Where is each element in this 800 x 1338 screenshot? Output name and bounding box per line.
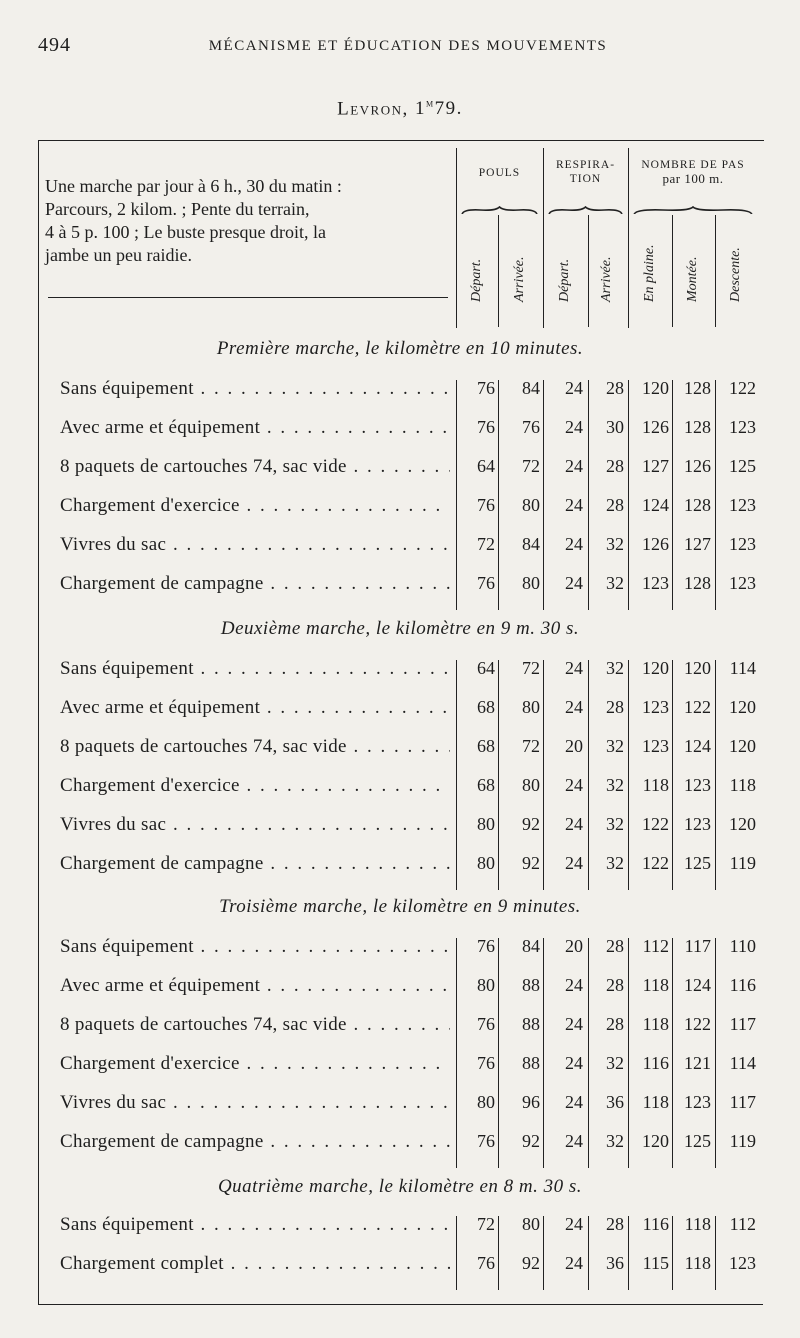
table-cell: 122 [642,814,669,834]
table-cell: 80 [522,495,540,515]
table-row [0,1092,800,1130]
table-cell: 20 [565,936,583,956]
table-cell: 115 [642,1253,669,1273]
table-row [0,936,800,974]
table-cell: 28 [606,378,624,398]
table-row [0,495,800,533]
row-label: Avec arme et équipement . . . [60,975,450,997]
table-cell: 76 [522,417,540,437]
table-row [0,534,800,572]
table-cell: 120 [684,658,711,678]
table-cell: 24 [565,1214,583,1234]
table-row [0,1214,800,1252]
table-cell: 127 [684,534,711,554]
table-cell: 68 [477,697,495,717]
table-cell: 80 [477,853,495,873]
row-label: Chargement complet . . . [60,1253,450,1275]
table-cell: 123 [729,495,756,515]
table-row [0,573,800,611]
table-cell: 128 [684,495,711,515]
column-header: Arrivée. [512,256,527,302]
column-header: Départ. [557,258,572,302]
row-label: Chargement de campagne . . . [60,853,450,875]
table-row [0,853,800,891]
table-cell: 32 [606,736,624,756]
table-cell: 92 [522,1131,540,1151]
table-cell: 88 [522,1014,540,1034]
table-row [0,975,800,1013]
table-cell: 32 [606,573,624,593]
table-cell: 122 [642,853,669,873]
table-cell: 24 [565,814,583,834]
table-cell: 122 [729,378,756,398]
intro-line: Une marche par jour à 6 h., 30 du matin : [45,176,342,196]
table-row [0,1253,800,1291]
table-bottom-rule [38,1304,763,1305]
table-cell: 114 [729,1053,756,1073]
table-cell: 80 [477,975,495,995]
table-row [0,775,800,813]
column-group-header: NOMBRE DE PAS par 100 m. [641,159,745,186]
table-cell: 84 [522,378,540,398]
brace-icon [548,206,623,214]
table-cell: 76 [477,417,495,437]
intro-line: 4 à 5 p. 100 ; Le buste presque droit, la [45,222,326,242]
column-rule [498,215,499,327]
table-cell: 120 [642,378,669,398]
table-cell: 120 [729,814,756,834]
subject-height: 1$^m$79. [415,96,463,120]
table-cell: 28 [606,936,624,956]
table-cell: 24 [565,975,583,995]
table-cell: 125 [684,1131,711,1151]
table-cell: 128 [684,378,711,398]
column-header: En plaine. [642,244,657,302]
table-cell: 120 [642,658,669,678]
table-cell: 28 [606,975,624,995]
table-cell: 28 [606,697,624,717]
table-cell: 123 [684,1092,711,1112]
table-cell: 112 [729,1214,756,1234]
table-cell: 32 [606,775,624,795]
table-cell: 76 [477,936,495,956]
table-cell: 32 [606,658,624,678]
brace-icon [633,206,753,214]
table-cell: 24 [565,775,583,795]
table-cell: 76 [477,1014,495,1034]
book-title: MÉCANISME ET ÉDUCATION DES MOUVEMENTS [208,38,608,54]
table-cell: 24 [565,1053,583,1073]
table-cell: 120 [642,1131,669,1151]
table-cell: 117 [729,1092,756,1112]
table-cell: 118 [684,1214,711,1234]
row-label: 8 paquets de cartouches 74, sac vide . . . [60,736,450,758]
table-cell: 28 [606,1214,624,1234]
table-cell: 76 [477,573,495,593]
table-row [0,658,800,696]
table-cell: 24 [565,697,583,717]
table-cell: 32 [606,534,624,554]
table-cell: 84 [522,936,540,956]
table-cell: 24 [565,658,583,678]
intro-rule [48,297,448,298]
table-cell: 88 [522,1053,540,1073]
table-cell: 68 [477,736,495,756]
row-label: Sans équipement . . . [60,658,450,680]
section-title: Première marche, le kilomètre en 10 minutes. [216,338,584,359]
table-cell: 124 [684,736,711,756]
table-cell: 121 [684,1053,711,1073]
table-cell: 32 [606,853,624,873]
section-title: Troisième marche, le kilomètre en 9 minutes. [219,896,581,917]
table-row [0,1131,800,1169]
table-cell: 32 [606,1131,624,1151]
table-cell: 68 [477,775,495,795]
table-cell: 28 [606,1014,624,1034]
table-cell: 119 [729,853,756,873]
table-cell: 24 [565,378,583,398]
table-cell: 122 [684,1014,711,1034]
column-header: Départ. [469,258,484,302]
row-label: Vivres du sac . . . [60,534,450,556]
table-row [0,697,800,735]
row-label: Sans équipement . . . [60,378,450,400]
column-rule [672,215,673,327]
table-row [0,814,800,852]
table-cell: 124 [642,495,669,515]
table-cell: 92 [522,1253,540,1273]
table-cell: 24 [565,1131,583,1151]
table-cell: 80 [522,697,540,717]
brace-icon [461,206,538,214]
table-cell: 122 [684,697,711,717]
table-cell: 128 [684,573,711,593]
table-cell: 32 [606,1053,624,1073]
table-cell: 123 [729,1253,756,1273]
table-cell: 76 [477,495,495,515]
row-label: 8 paquets de cartouches 74, sac vide . . . [60,456,450,478]
table-cell: 116 [642,1214,669,1234]
table-cell: 72 [477,1214,495,1234]
table-cell: 80 [522,1214,540,1234]
table-cell: 120 [729,736,756,756]
section-title: Deuxième marche, le kilomètre en 9 m. 30 s. [220,618,580,639]
table-cell: 84 [522,534,540,554]
row-label: 8 paquets de cartouches 74, sac vide . . . [60,1014,450,1036]
row-label: Chargement de campagne . . . [60,573,450,595]
table-cell: 32 [606,814,624,834]
column-header: Arrivée. [599,256,614,302]
intro-line: Parcours, 2 kilom. ; Pente du terrain, [45,199,310,219]
intro-text [45,175,450,267]
table-cell: 76 [477,378,495,398]
column-rule [588,215,589,327]
table-cell: 80 [522,573,540,593]
table-row [0,417,800,455]
table-cell: 127 [642,456,669,476]
table-cell: 80 [477,1092,495,1112]
table-cell: 24 [565,1014,583,1034]
subject-heading [0,96,800,120]
table-cell: 88 [522,975,540,995]
table-cell: 116 [642,1053,669,1073]
table-cell: 123 [642,736,669,756]
table-cell: 76 [477,1053,495,1073]
table-cell: 72 [522,736,540,756]
table-cell: 123 [642,573,669,593]
table-cell: 123 [729,573,756,593]
table-cell: 123 [642,697,669,717]
table-cell: 24 [565,534,583,554]
table-cell: 123 [684,814,711,834]
table-cell: 64 [477,658,495,678]
table-cell: 126 [684,456,711,476]
table-cell: 36 [606,1092,624,1112]
table-cell: 72 [477,534,495,554]
table-cell: 118 [642,975,669,995]
subject-name: Levron, [337,98,409,120]
table-cell: 118 [642,1092,669,1112]
table-cell: 36 [606,1253,624,1273]
table-cell: 123 [729,417,756,437]
table-cell: 24 [565,573,583,593]
table-cell: 24 [565,1092,583,1112]
table-cell: 123 [729,534,756,554]
row-label: Avec arme et équipement . . . [60,417,450,439]
table-cell: 123 [684,775,711,795]
table-cell: 117 [729,1014,756,1034]
table-cell: 92 [522,853,540,873]
table-cell: 20 [565,736,583,756]
table-cell: 118 [642,775,669,795]
table-cell: 112 [642,936,669,956]
row-label: Chargement d'exercice . . . [60,1053,450,1075]
table-cell: 125 [729,456,756,476]
table-cell: 126 [642,534,669,554]
column-group-header: POULS [478,167,521,179]
table-cell: 24 [565,1253,583,1273]
table-cell: 118 [642,1014,669,1034]
table-cell: 24 [565,417,583,437]
column-header: Descente. [728,247,743,302]
table-cell: 80 [477,814,495,834]
intro-line: jambe un peu raidie. [45,245,192,265]
column-header: Montée. [685,256,700,302]
table-cell: 126 [642,417,669,437]
table-cell: 72 [522,658,540,678]
table-cell: 124 [684,975,711,995]
table-cell: 125 [684,853,711,873]
row-label: Sans équipement . . . [60,1214,450,1236]
section-title: Quatrième marche, le kilomètre en 8 m. 30 s. [217,1176,583,1197]
table-cell: 72 [522,456,540,476]
table-cell: 117 [684,936,711,956]
table-cell: 118 [729,775,756,795]
running-head [38,34,778,60]
table-row [0,378,800,416]
table-cell: 96 [522,1092,540,1112]
row-label: Vivres du sac . . . [60,1092,450,1114]
table-cell: 110 [729,936,756,956]
table-cell: 76 [477,1253,495,1273]
table-cell: 24 [565,495,583,515]
table-cell: 28 [606,456,624,476]
table-cell: 120 [729,697,756,717]
table-row [0,736,800,774]
table-cell: 116 [729,975,756,995]
table-cell: 76 [477,1131,495,1151]
table-row [0,1053,800,1091]
row-label: Sans équipement . . . [60,936,450,958]
column-group-header: RESPIRA- TION [555,159,616,185]
row-label: Avec arme et équipement . . . [60,697,450,719]
table-row [0,456,800,494]
table-cell: 64 [477,456,495,476]
table-cell: 114 [729,658,756,678]
table-cell: 24 [565,853,583,873]
page-number: 494 [38,34,71,56]
table-cell: 118 [684,1253,711,1273]
table-cell: 28 [606,495,624,515]
row-label: Vivres du sac . . . [60,814,450,836]
table-cell: 128 [684,417,711,437]
row-label: Chargement d'exercice . . . [60,495,450,517]
table-cell: 80 [522,775,540,795]
row-label: Chargement d'exercice . . . [60,775,450,797]
row-label: Chargement de campagne . . . [60,1131,450,1153]
table-cell: 30 [606,417,624,437]
table-row [0,1014,800,1052]
table-cell: 24 [565,456,583,476]
table-cell: 92 [522,814,540,834]
column-rule [715,215,716,327]
table-cell: 119 [729,1131,756,1151]
